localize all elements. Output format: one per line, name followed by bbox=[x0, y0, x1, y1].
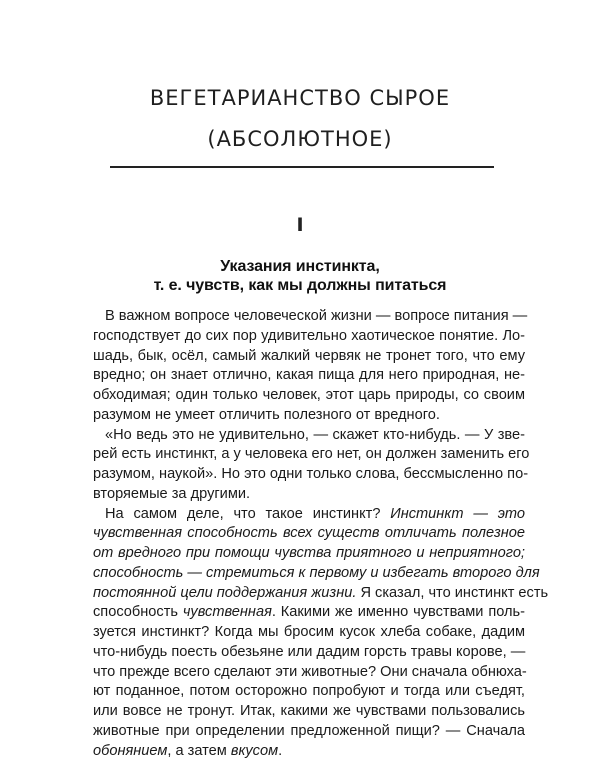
section-heading-line2: т. е. чувств, как мы должны питаться bbox=[0, 277, 600, 295]
text-line bbox=[93, 544, 525, 564]
text-line bbox=[93, 722, 525, 742]
text-run: На самом деле, что такое инстинкт? bbox=[105, 506, 390, 522]
text-run: что-нибудь поесть обезьяне или дадим горсть травы корове, — bbox=[93, 644, 525, 660]
text-line bbox=[93, 426, 525, 446]
text-line bbox=[93, 682, 525, 702]
chapter-title-line2: (АБСОЛЮТНОЕ) bbox=[0, 127, 600, 151]
text-run: . Какими же именно чувствами поль- bbox=[272, 604, 525, 620]
text-run: разумом не умеет отличить полезного от вредного. bbox=[93, 407, 440, 423]
text-run: господствует до сих пор удивительно хаотическое понятие. Ло- bbox=[93, 328, 525, 344]
section-heading-line1: Указания инстинкта, bbox=[0, 258, 600, 276]
text-line bbox=[93, 445, 525, 465]
text-run: разумом, наукой». Но это одни только слова, бессмысленно по- bbox=[93, 466, 528, 482]
text-line bbox=[93, 742, 525, 761]
text-line bbox=[93, 524, 525, 544]
text-run: «Но ведь это не удивительно, — скажет кто-нибудь. — У зве- bbox=[105, 427, 525, 443]
title-divider bbox=[110, 166, 494, 168]
body-text bbox=[93, 307, 525, 761]
text-line bbox=[93, 386, 525, 406]
text-line bbox=[93, 307, 525, 327]
text-line bbox=[93, 603, 525, 623]
text-line bbox=[93, 485, 525, 505]
text-line bbox=[93, 505, 525, 525]
text-run: способность bbox=[93, 604, 183, 620]
italic-text: чувственная способность всех существ отличать полезное bbox=[93, 525, 525, 541]
text-line bbox=[93, 564, 525, 584]
italic-text: вкусом bbox=[231, 743, 278, 759]
italic-text: обонянием bbox=[93, 743, 167, 759]
text-line bbox=[93, 623, 525, 643]
text-line bbox=[93, 702, 525, 722]
text-line bbox=[93, 663, 525, 683]
text-line bbox=[93, 347, 525, 367]
text-line bbox=[93, 366, 525, 386]
text-run: вредно; он знает отлично, какая пища для него природная, не- bbox=[93, 367, 525, 383]
text-line bbox=[93, 584, 525, 604]
text-run: , а затем bbox=[167, 743, 231, 759]
italic-text: чувственная bbox=[183, 604, 272, 620]
text-run: обходимая; один только человек, этот царь природы, со своим bbox=[93, 387, 525, 403]
italic-text: от вредного при помощи чувства приятного и неприятного; bbox=[93, 545, 525, 561]
text-line bbox=[93, 406, 525, 426]
text-line bbox=[93, 643, 525, 663]
text-line bbox=[93, 465, 525, 485]
text-line bbox=[93, 327, 525, 347]
text-run: вторяемые за другими. bbox=[93, 486, 250, 502]
text-run: ют поданное, потом осторожно попробуют и тогда или съедят, bbox=[93, 683, 525, 699]
section-number: I bbox=[0, 214, 600, 236]
text-run: Я сказал, что инстинкт есть bbox=[356, 585, 548, 601]
chapter-title-line1: ВЕГЕТАРИАНСТВО СЫРОЕ bbox=[0, 86, 600, 110]
text-run: шадь, бык, осёл, самый жалкий червяк не тронет того, что ему bbox=[93, 348, 525, 364]
text-run: рей есть инстинкт, а у человека его нет, он должен заменить его bbox=[93, 446, 529, 462]
text-run: зуется инстинкт? Когда мы бросим кусок хлеба собаке, дадим bbox=[93, 624, 525, 640]
text-run: или вовсе не тронут. Итак, какими же чувствами пользовались bbox=[93, 703, 525, 719]
italic-text: Инстинкт — это bbox=[390, 506, 525, 522]
text-run: что прежде всего сделают эти животные? Они сначала обнюха- bbox=[93, 664, 527, 680]
italic-text: способность — стремиться к первому и избегать второго для bbox=[93, 565, 540, 581]
text-run: В важном вопросе человеческой жизни — вопросе питания — bbox=[105, 308, 527, 324]
text-run: . bbox=[278, 743, 282, 759]
text-run: животные при определении предложенной пищи? — Сначала bbox=[93, 723, 525, 739]
italic-text: постоянной цели поддержания жизни. bbox=[93, 585, 356, 601]
